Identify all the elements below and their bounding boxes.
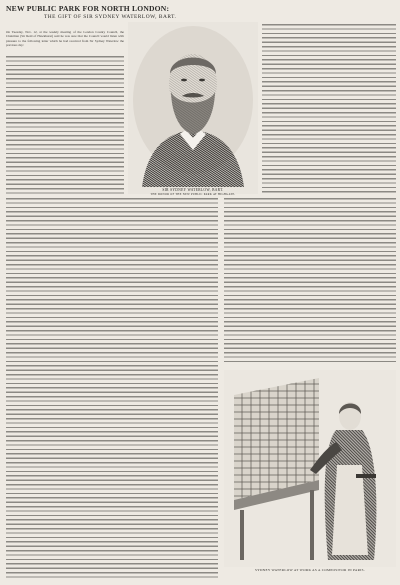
column-1-text-lower <box>6 198 218 578</box>
column-2-text-top <box>262 24 396 194</box>
portrait-caption: SIR SYDNEY WATERLOW, BART. <box>162 188 224 192</box>
column-2-text-middle <box>224 198 396 364</box>
portrait-image <box>128 22 258 194</box>
compositor-image <box>224 370 396 567</box>
article-intro: On Tuesday, Nov. 12, at the weekly meeting of the London County Council, the Chairman (Sir Reid of Hawkhurst) said he was sure that the Council would listen with pleasure to the following letter which he had received from Sir Sydney Waterlow the previous day: <box>6 30 124 48</box>
compositor-illustration <box>224 370 396 567</box>
portrait-subcaption: THE DONOR OF THE NEW PUBLIC PARK AT HIGHGATE. <box>150 193 236 196</box>
article-subheadline: THE GIFT OF SIR SYDNEY WATERLOW, BART. <box>44 14 177 20</box>
portrait-engraving <box>128 22 258 194</box>
illustration-caption: SYDNEY WATERLOW AT WORK AS A COMPOSITOR IN PARIS. <box>255 568 365 572</box>
article-headline: NEW PUBLIC PARK FOR NORTH LONDON: <box>6 4 170 13</box>
column-1-text-upper <box>6 56 124 196</box>
